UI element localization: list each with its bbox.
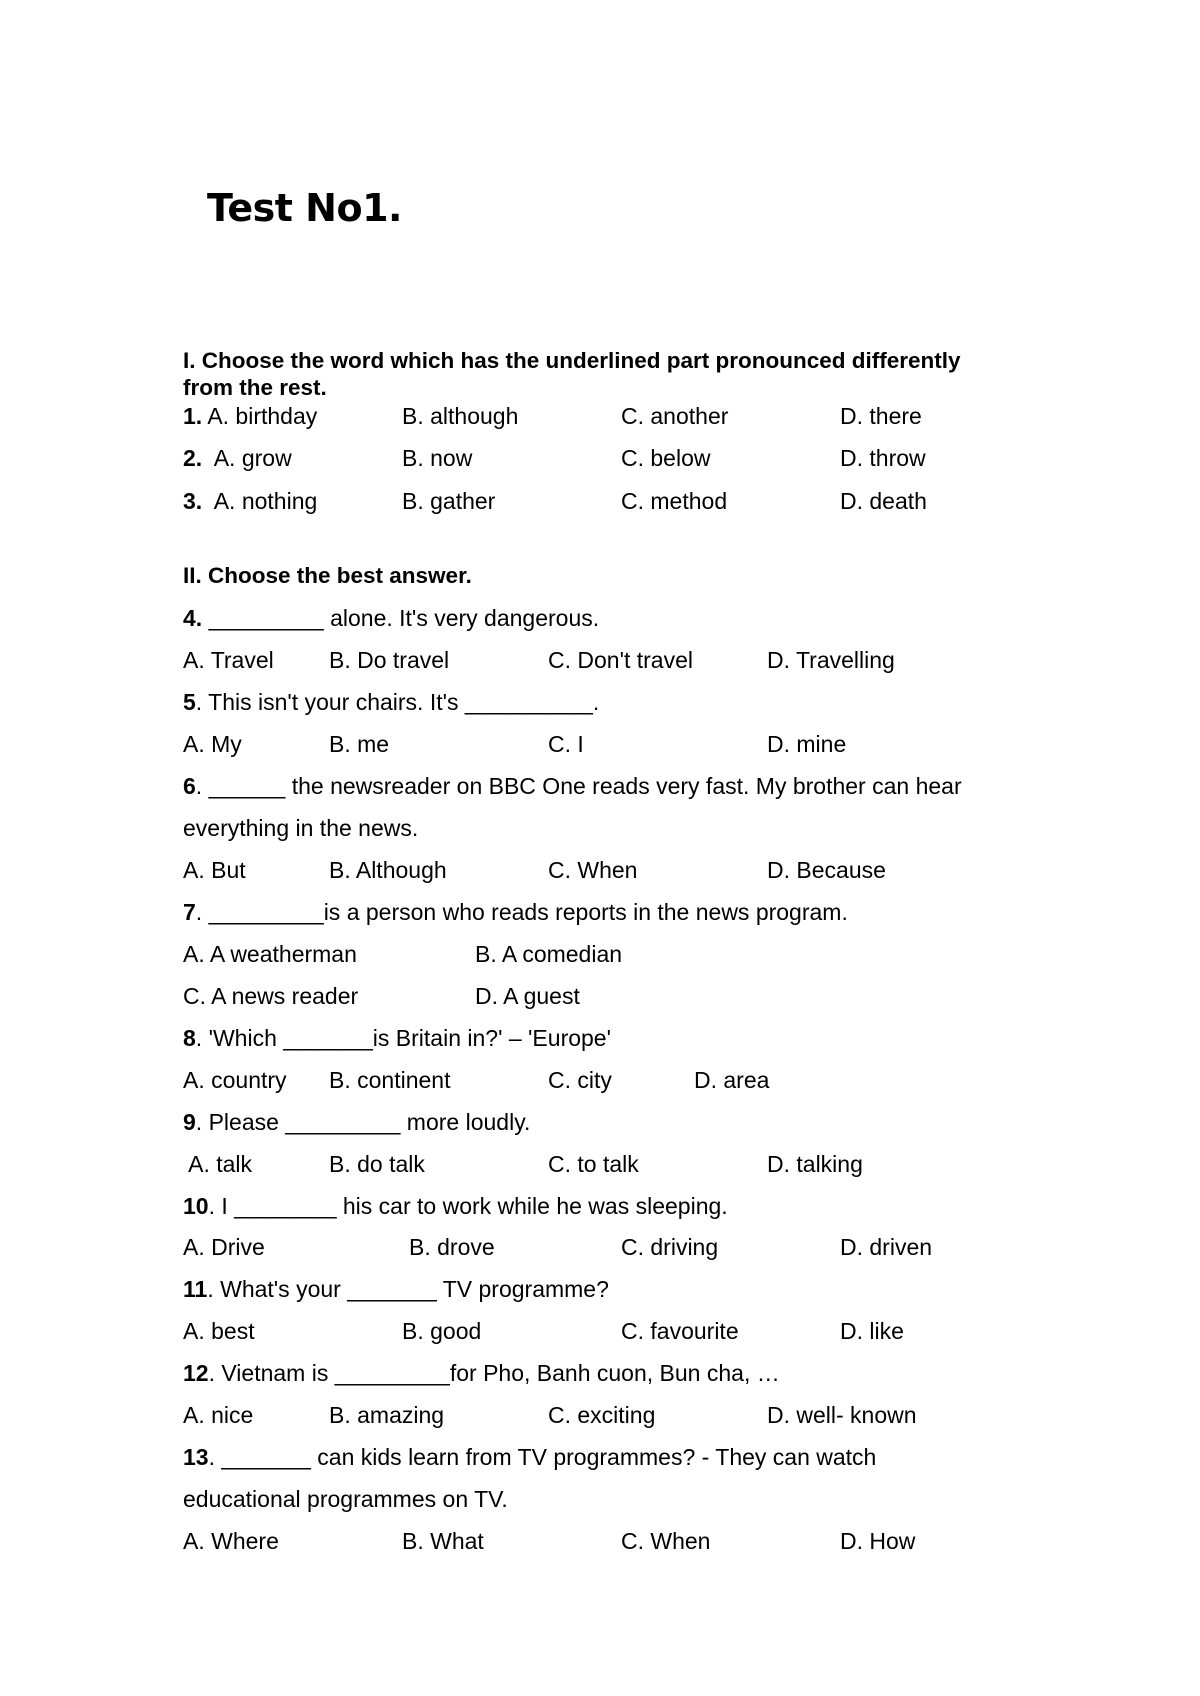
- section-1-heading-line-2: from the rest.: [183, 375, 327, 400]
- option-d: D. like: [840, 1318, 904, 1344]
- option-a: A. country: [183, 1067, 287, 1093]
- option-c: C. exciting: [548, 1402, 656, 1428]
- option-b: B. now: [402, 445, 473, 471]
- option-d: D. A guest: [475, 983, 580, 1009]
- option-d: D. there: [840, 403, 922, 429]
- option-b: B. do talk: [329, 1151, 425, 1177]
- option-a: A. Drive: [183, 1234, 265, 1260]
- question-6-continued: everything in the news.: [183, 815, 419, 841]
- question-number: 7: [183, 899, 196, 925]
- option-a: A. Travel: [183, 647, 274, 673]
- option-b: B. Although: [329, 857, 447, 883]
- page-title: Test No1.: [207, 186, 402, 230]
- option-c: C. favourite: [621, 1318, 739, 1344]
- question-number: 13: [183, 1444, 209, 1470]
- question-9: [183, 1108, 1083, 1136]
- option-a: A. A weatherman: [183, 941, 357, 967]
- option-a: A. talk: [183, 1151, 253, 1177]
- question-text: . I ________ his car to work while he was sleeping.: [208, 1193, 728, 1219]
- option-b: B. me: [329, 731, 390, 757]
- option-a: A. But: [183, 857, 246, 883]
- option-c: C. When: [548, 857, 638, 883]
- option-c: C. city: [548, 1067, 612, 1093]
- question-number: 3.: [183, 488, 203, 514]
- question-4: [183, 604, 1083, 632]
- option-b: B. gather: [402, 488, 496, 514]
- section-2-heading: II. Choose the best answer.: [183, 563, 472, 588]
- option-d: D. death: [840, 488, 927, 514]
- option-c: C. another: [621, 403, 729, 429]
- option-b: B. good: [402, 1318, 482, 1344]
- option-d: D. throw: [840, 445, 926, 471]
- option-c: C. I: [548, 731, 584, 757]
- question-11: [183, 1275, 1083, 1303]
- question-number: 5: [183, 689, 196, 715]
- option-a: A. best: [183, 1318, 255, 1344]
- question-number: 6: [183, 773, 196, 799]
- question-6: [183, 772, 1083, 800]
- option-a: A. nothing: [213, 488, 318, 514]
- option-c: C. When: [621, 1528, 711, 1554]
- question-13: [183, 1443, 1083, 1471]
- option-c: C. Don't travel: [548, 647, 693, 673]
- question-text: . 'Which _______is Britain in?' – 'Europe': [195, 1025, 611, 1051]
- question-number: 12: [183, 1360, 209, 1386]
- question-number: 9: [183, 1109, 196, 1135]
- question-number: 8: [183, 1025, 196, 1051]
- option-c: C. method: [621, 488, 728, 514]
- option-d: D. How: [840, 1528, 916, 1554]
- option-c: C. driving: [621, 1234, 719, 1260]
- option-d: D. well- known: [767, 1402, 917, 1428]
- question-8: [183, 1024, 1083, 1052]
- option-b: B. continent: [329, 1067, 451, 1093]
- question-number: 2.: [183, 445, 203, 471]
- question-text: . Vietnam is _________for Pho, Banh cuon, Bun cha, …: [208, 1360, 780, 1386]
- question-number: 11: [183, 1276, 208, 1302]
- option-b: B. amazing: [329, 1402, 445, 1428]
- question-text: . _________is a person who reads reports in the news program.: [195, 899, 848, 925]
- question-number: 4.: [183, 605, 203, 631]
- question-7: [183, 898, 1083, 926]
- question-5: [183, 688, 1083, 716]
- option-a: A. birthday: [207, 403, 318, 429]
- question-text: . _______ can kids learn from TV programmes? - They can watch: [208, 1444, 877, 1470]
- option-d: D. area: [694, 1067, 770, 1093]
- option-c: C. below: [621, 445, 711, 471]
- option-b: B. A comedian: [475, 941, 623, 967]
- option-a: A. grow: [213, 445, 292, 471]
- option-b: B. drove: [409, 1234, 495, 1260]
- question-text: _________ alone. It's very dangerous.: [202, 605, 600, 631]
- question-number: 1.: [183, 403, 203, 429]
- question-13-continued: educational programmes on TV.: [183, 1486, 508, 1512]
- question-text: . What's your _______ TV programme?: [207, 1276, 609, 1302]
- option-b: B. What: [402, 1528, 484, 1554]
- option-d: D. mine: [767, 731, 847, 757]
- option-c: C. A news reader: [183, 983, 359, 1009]
- question-text: . This isn't your chairs. It's __________.: [195, 689, 600, 715]
- option-a: A. nice: [183, 1402, 254, 1428]
- option-a: A. My: [183, 731, 242, 757]
- question-number: 10: [183, 1193, 209, 1219]
- option-c: C. to talk: [548, 1151, 639, 1177]
- option-d: D. talking: [767, 1151, 863, 1177]
- option-d: D. driven: [840, 1234, 933, 1260]
- question-text: . ______ the newsreader on BBC One reads very fast. My brother can hear: [195, 773, 962, 799]
- section-1-heading-line-1: I. Choose the word which has the underlined part pronounced differently: [183, 348, 961, 373]
- question-10: [183, 1192, 1083, 1220]
- question-12: [183, 1359, 1083, 1387]
- option-d: D. Travelling: [767, 647, 895, 673]
- option-b: B. Do travel: [329, 647, 450, 673]
- question-13-options: [183, 1527, 1083, 1695]
- option-d: D. Because: [767, 857, 886, 883]
- option-b: B. although: [402, 403, 519, 429]
- question-text: . Please _________ more loudly.: [195, 1109, 531, 1135]
- option-a: A. Where: [183, 1528, 279, 1554]
